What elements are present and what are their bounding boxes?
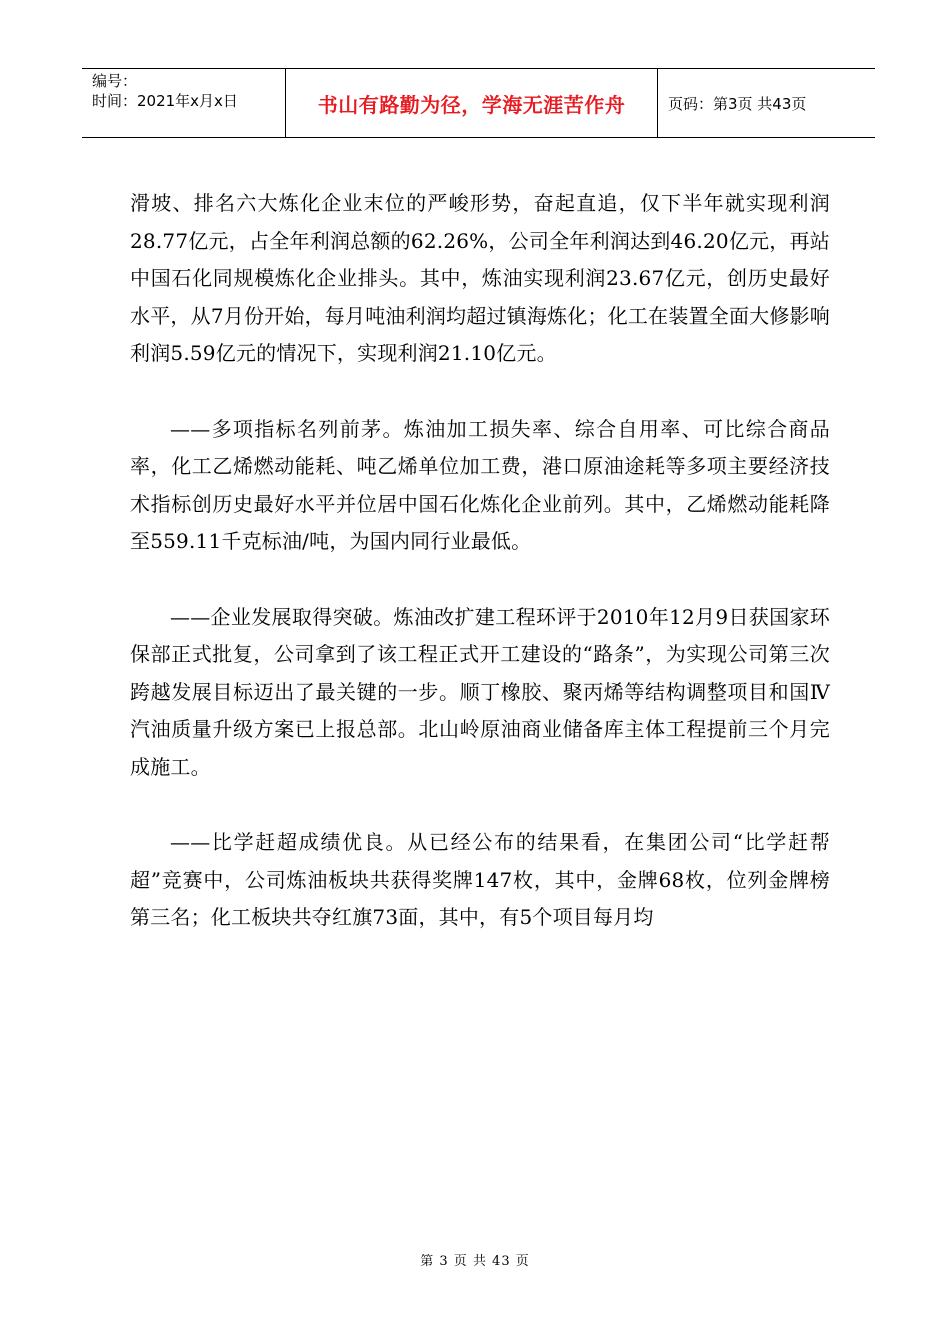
document-number-label: 编号： xyxy=(92,72,138,90)
document-time-label: 时间：2021年x月x日 xyxy=(92,92,238,110)
paragraph-indicators xyxy=(130,411,830,561)
document-body xyxy=(130,185,830,937)
paragraph-text: ——企业发展取得突破。炼油改扩建工程环评于2010年12月9日获国家环保部正式批复，公司拿到了该工程正式开工建设的“路条”，为实现公司第三次跨越发展目标迈出了最关键的一步。顺丁橡胶、聚丙烯等结构调整项目和国Ⅳ汽油质量升级方案已上报总部。北山岭原油商业储备库主体工程提前三个月完成施工。 xyxy=(130,604,830,779)
page-footer: 第 3 页 共 43 页 xyxy=(420,1254,530,1269)
header-motto: 书山有路勤为径，学海无涯苦作舟 xyxy=(317,92,626,117)
paragraph-development xyxy=(130,599,830,787)
paragraph-text: ——比学赶超成绩优良。从已经公布的结果看，在集团公司“比学赶帮超”竞赛中，公司炼油板块共获得奖牌147枚，其中，金牌68枚，位列金牌榜第三名；化工板块共夺红旗73面，其中，有5个项目每月均 xyxy=(130,830,830,930)
paragraph-text: ——多项指标名列前茅。炼油加工损失率、综合自用率、可比综合商品率，化工乙烯燃动能耗、吨乙烯单位加工费，港口原油途耗等多项主要经济技术指标创历史最好水平并位居中国石化炼化企业前列。其中，乙烯燃动能耗降至559.11千克标油/吨，为国内同行业最低。 xyxy=(130,416,830,554)
header-page-info: 页码：第3页 共43页 xyxy=(668,94,807,113)
document-header xyxy=(82,68,875,138)
paragraph-profit xyxy=(130,185,830,373)
header-meta-cell xyxy=(82,69,286,137)
paragraph-text: 滑坡、排名六大炼化企业末位的严峻形势，奋起直追，仅下半年就实现利润28.77亿元，占全年利润总额的62.26%，公司全年利润达到46.20亿元，再站中国石化同规模炼化企业排头。其中，炼油实现利润23.67亿元，创历史最好水平，从7月份开始，每月吨油利润均超过镇海炼化；化工在装置全面大修影响利润5.59亿元的情况下，实现利润21.10亿元。 xyxy=(130,191,830,366)
header-motto-cell xyxy=(286,69,658,137)
header-page-cell xyxy=(658,69,875,137)
paragraph-competition xyxy=(130,824,830,937)
